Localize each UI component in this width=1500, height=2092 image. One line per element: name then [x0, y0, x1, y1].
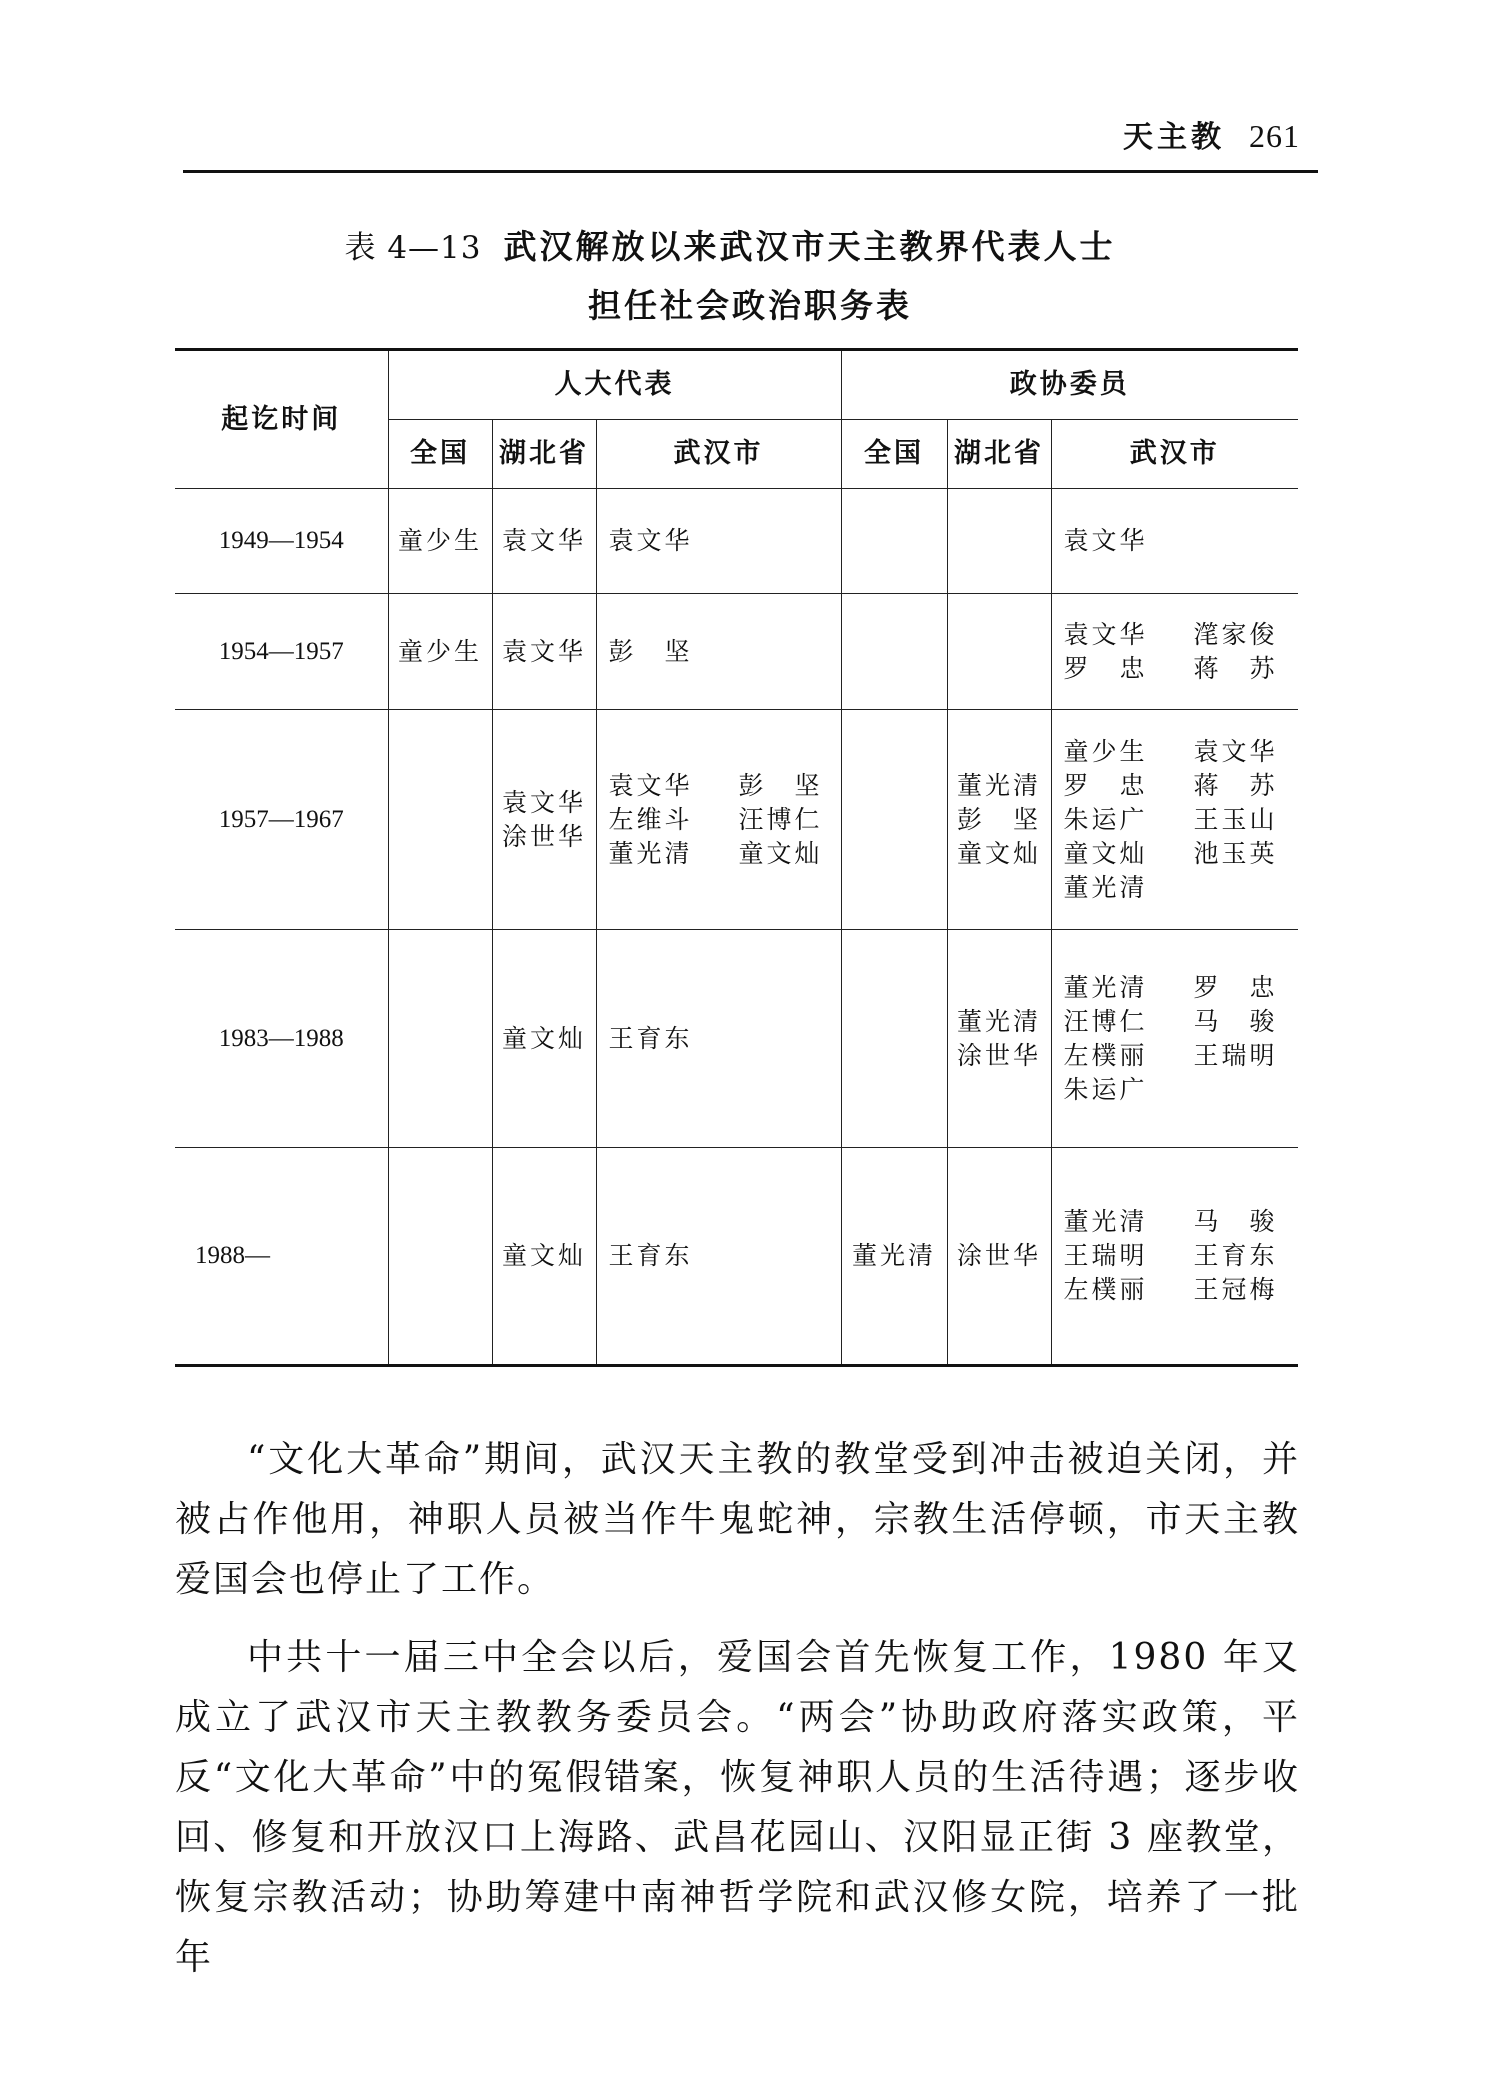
period-cell: 1988—: [175, 1148, 388, 1366]
person-name: 王育东: [1193, 1241, 1278, 1270]
person-name: 蒋 苏: [1193, 770, 1278, 800]
person-name: 王瑞明: [1063, 1241, 1148, 1270]
person-name: 涂世华: [501, 821, 586, 851]
person-name: 涂世华: [957, 1040, 1042, 1070]
person-name: 王玉山: [1193, 804, 1278, 834]
period-cell: 1954—1957: [175, 594, 388, 710]
person-name: 袁文华: [608, 770, 693, 800]
cppcc-national-cell: [841, 594, 947, 710]
cppcc-group-header: 政协委员: [841, 350, 1298, 420]
person-name: 罗 忠: [1063, 653, 1148, 683]
person-name: 朱运广: [1063, 1074, 1148, 1104]
cppcc-national-cell: [841, 1148, 947, 1366]
officials-table: [175, 348, 1298, 1367]
paragraph-1: “文化大革命”期间，武汉天主教的教堂受到冲击被迫关闭，并被占作他用，神职人员被当作牛鬼蛇神，宗教生活停顿，市天主教爱国会也停止了工作。: [175, 1439, 1300, 1600]
person-name: 彭 坚: [608, 636, 693, 666]
person-name: 左樸丽: [1063, 1040, 1148, 1070]
person-name: 池玉英: [1193, 838, 1278, 868]
person-name: 王育东: [608, 1023, 693, 1053]
cppcc-hubei-cell: [947, 489, 1051, 594]
person-name: 汪博仁: [738, 804, 823, 834]
npc-hubei-header: 湖北省: [492, 420, 596, 489]
person-name: 袁文华: [1063, 619, 1148, 649]
npc-hubei-cell: [492, 489, 596, 594]
table-row: [175, 710, 1298, 930]
npc-wuhan-header: 武汉市: [596, 420, 841, 489]
person-name: 袁文华: [1193, 736, 1278, 766]
person-name: 蒋 苏: [1193, 653, 1278, 683]
person-name: 童文灿: [738, 838, 823, 868]
table-title-line1: [0, 218, 1500, 277]
person-name: 袁文华: [1063, 526, 1148, 555]
person-name: 袁文华: [608, 526, 693, 555]
cppcc-national-cell: [841, 930, 947, 1148]
npc-hubei-cell: [492, 594, 596, 710]
person-name: 董光清: [608, 838, 693, 868]
section-title: 天主教: [1123, 120, 1225, 155]
table-number: 表 4—13: [344, 230, 482, 266]
npc-wuhan-cell: [596, 930, 841, 1148]
person-name: 左樸丽: [1063, 1275, 1148, 1304]
cppcc-national-cell: [841, 489, 947, 594]
period-cell: 1949—1954: [175, 489, 388, 594]
person-name: 童文灿: [1063, 838, 1148, 868]
person-name: 彭 坚: [738, 770, 823, 800]
person-name: 童文灿: [501, 1023, 586, 1053]
cppcc-national-cell: [841, 710, 947, 930]
person-name: 董光清: [957, 1006, 1042, 1036]
table-row: [175, 1148, 1298, 1366]
table-title-line2: 担任社会政治职务表: [588, 286, 912, 325]
person-name: 童文灿: [501, 1241, 586, 1270]
person-name: 董光清: [852, 1241, 937, 1270]
person-name: 董光清: [957, 770, 1042, 800]
person-name: 袁文华: [501, 636, 586, 666]
npc-wuhan-cell: [596, 594, 841, 710]
period-cell: 1983—1988: [175, 930, 388, 1148]
person-name: 董光清: [1063, 972, 1148, 1002]
page-number: 261: [1249, 118, 1300, 154]
cppcc-hubei-cell: [947, 1148, 1051, 1366]
person-name: 袁文华: [501, 526, 586, 555]
table-title-text: 武汉解放以来武汉市天主教界代表人士: [503, 227, 1116, 266]
npc-wuhan-cell: [596, 489, 841, 594]
person-name: 滗家俊: [1193, 619, 1278, 649]
person-name: 袁文华: [501, 787, 586, 817]
table-title: [0, 218, 1500, 335]
cppcc-hubei-cell: [947, 930, 1051, 1148]
npc-national-cell: [388, 930, 492, 1148]
period-cell: 1957—1967: [175, 710, 388, 930]
paragraph-2: 中共十一届三中全会以后，爱国会首先恢复工作，1980 年又成立了武汉市天主教教务委员会。“两会”协助政府落实政策，平反“文化大革命”中的冤假错案，恢复神职人员的生活待遇；逐步收回、修复和开放汉口上海路、武昌花园山、汉阳显正街 3 座教堂，恢复宗教活动；协助筹建中南神哲学院和武汉修女院，培养了一批年: [175, 1637, 1300, 1978]
cppcc-wuhan-cell: [1051, 489, 1298, 594]
person-name: 童少生: [397, 526, 482, 555]
npc-wuhan-cell: [596, 1148, 841, 1366]
person-name: 董光清: [1063, 1207, 1148, 1236]
cppcc-hubei-cell: [947, 594, 1051, 710]
npc-group-header: 人大代表: [388, 350, 841, 420]
running-header: [1123, 112, 1300, 156]
cppcc-hubei-header: 湖北省: [947, 420, 1051, 489]
cppcc-national-header: 全国: [841, 420, 947, 489]
person-name: 左维斗: [608, 804, 693, 834]
cppcc-wuhan-cell: [1051, 930, 1298, 1148]
npc-hubei-cell: [492, 710, 596, 930]
cppcc-wuhan-header: 武汉市: [1051, 420, 1298, 489]
cppcc-wuhan-cell: [1051, 594, 1298, 710]
person-name: 朱运广: [1063, 804, 1148, 834]
header-rule: [183, 170, 1318, 173]
npc-national-cell: [388, 594, 492, 710]
npc-national-cell: [388, 1148, 492, 1366]
person-name: 马 骏: [1193, 1006, 1278, 1036]
npc-hubei-cell: [492, 1148, 596, 1366]
person-name: 董光清: [1063, 872, 1148, 902]
person-name: 王冠梅: [1193, 1275, 1278, 1304]
npc-wuhan-cell: [596, 710, 841, 930]
npc-national-header: 全国: [388, 420, 492, 489]
table-row: [175, 930, 1298, 1148]
cppcc-wuhan-cell: [1051, 710, 1298, 930]
table-row: [175, 489, 1298, 594]
table-row: [175, 594, 1298, 710]
npc-national-cell: [388, 489, 492, 594]
cppcc-wuhan-cell: [1051, 1148, 1298, 1366]
person-name: 彭 坚: [957, 804, 1042, 834]
cppcc-hubei-cell: [947, 710, 1051, 930]
npc-national-cell: [388, 710, 492, 930]
person-name: 涂世华: [957, 1241, 1042, 1270]
person-name: 马 骏: [1193, 1207, 1278, 1236]
period-header: 起讫时间: [175, 350, 388, 489]
person-name: 罗 忠: [1193, 972, 1278, 1002]
person-name: 王育东: [608, 1241, 693, 1270]
npc-hubei-cell: [492, 930, 596, 1148]
person-name: 童少生: [397, 636, 482, 666]
person-name: 童文灿: [957, 838, 1042, 868]
person-name: 汪博仁: [1063, 1006, 1148, 1036]
person-name: 王瑞明: [1193, 1040, 1278, 1070]
person-name: 童少生: [1063, 736, 1148, 766]
person-name: 罗 忠: [1063, 770, 1148, 800]
